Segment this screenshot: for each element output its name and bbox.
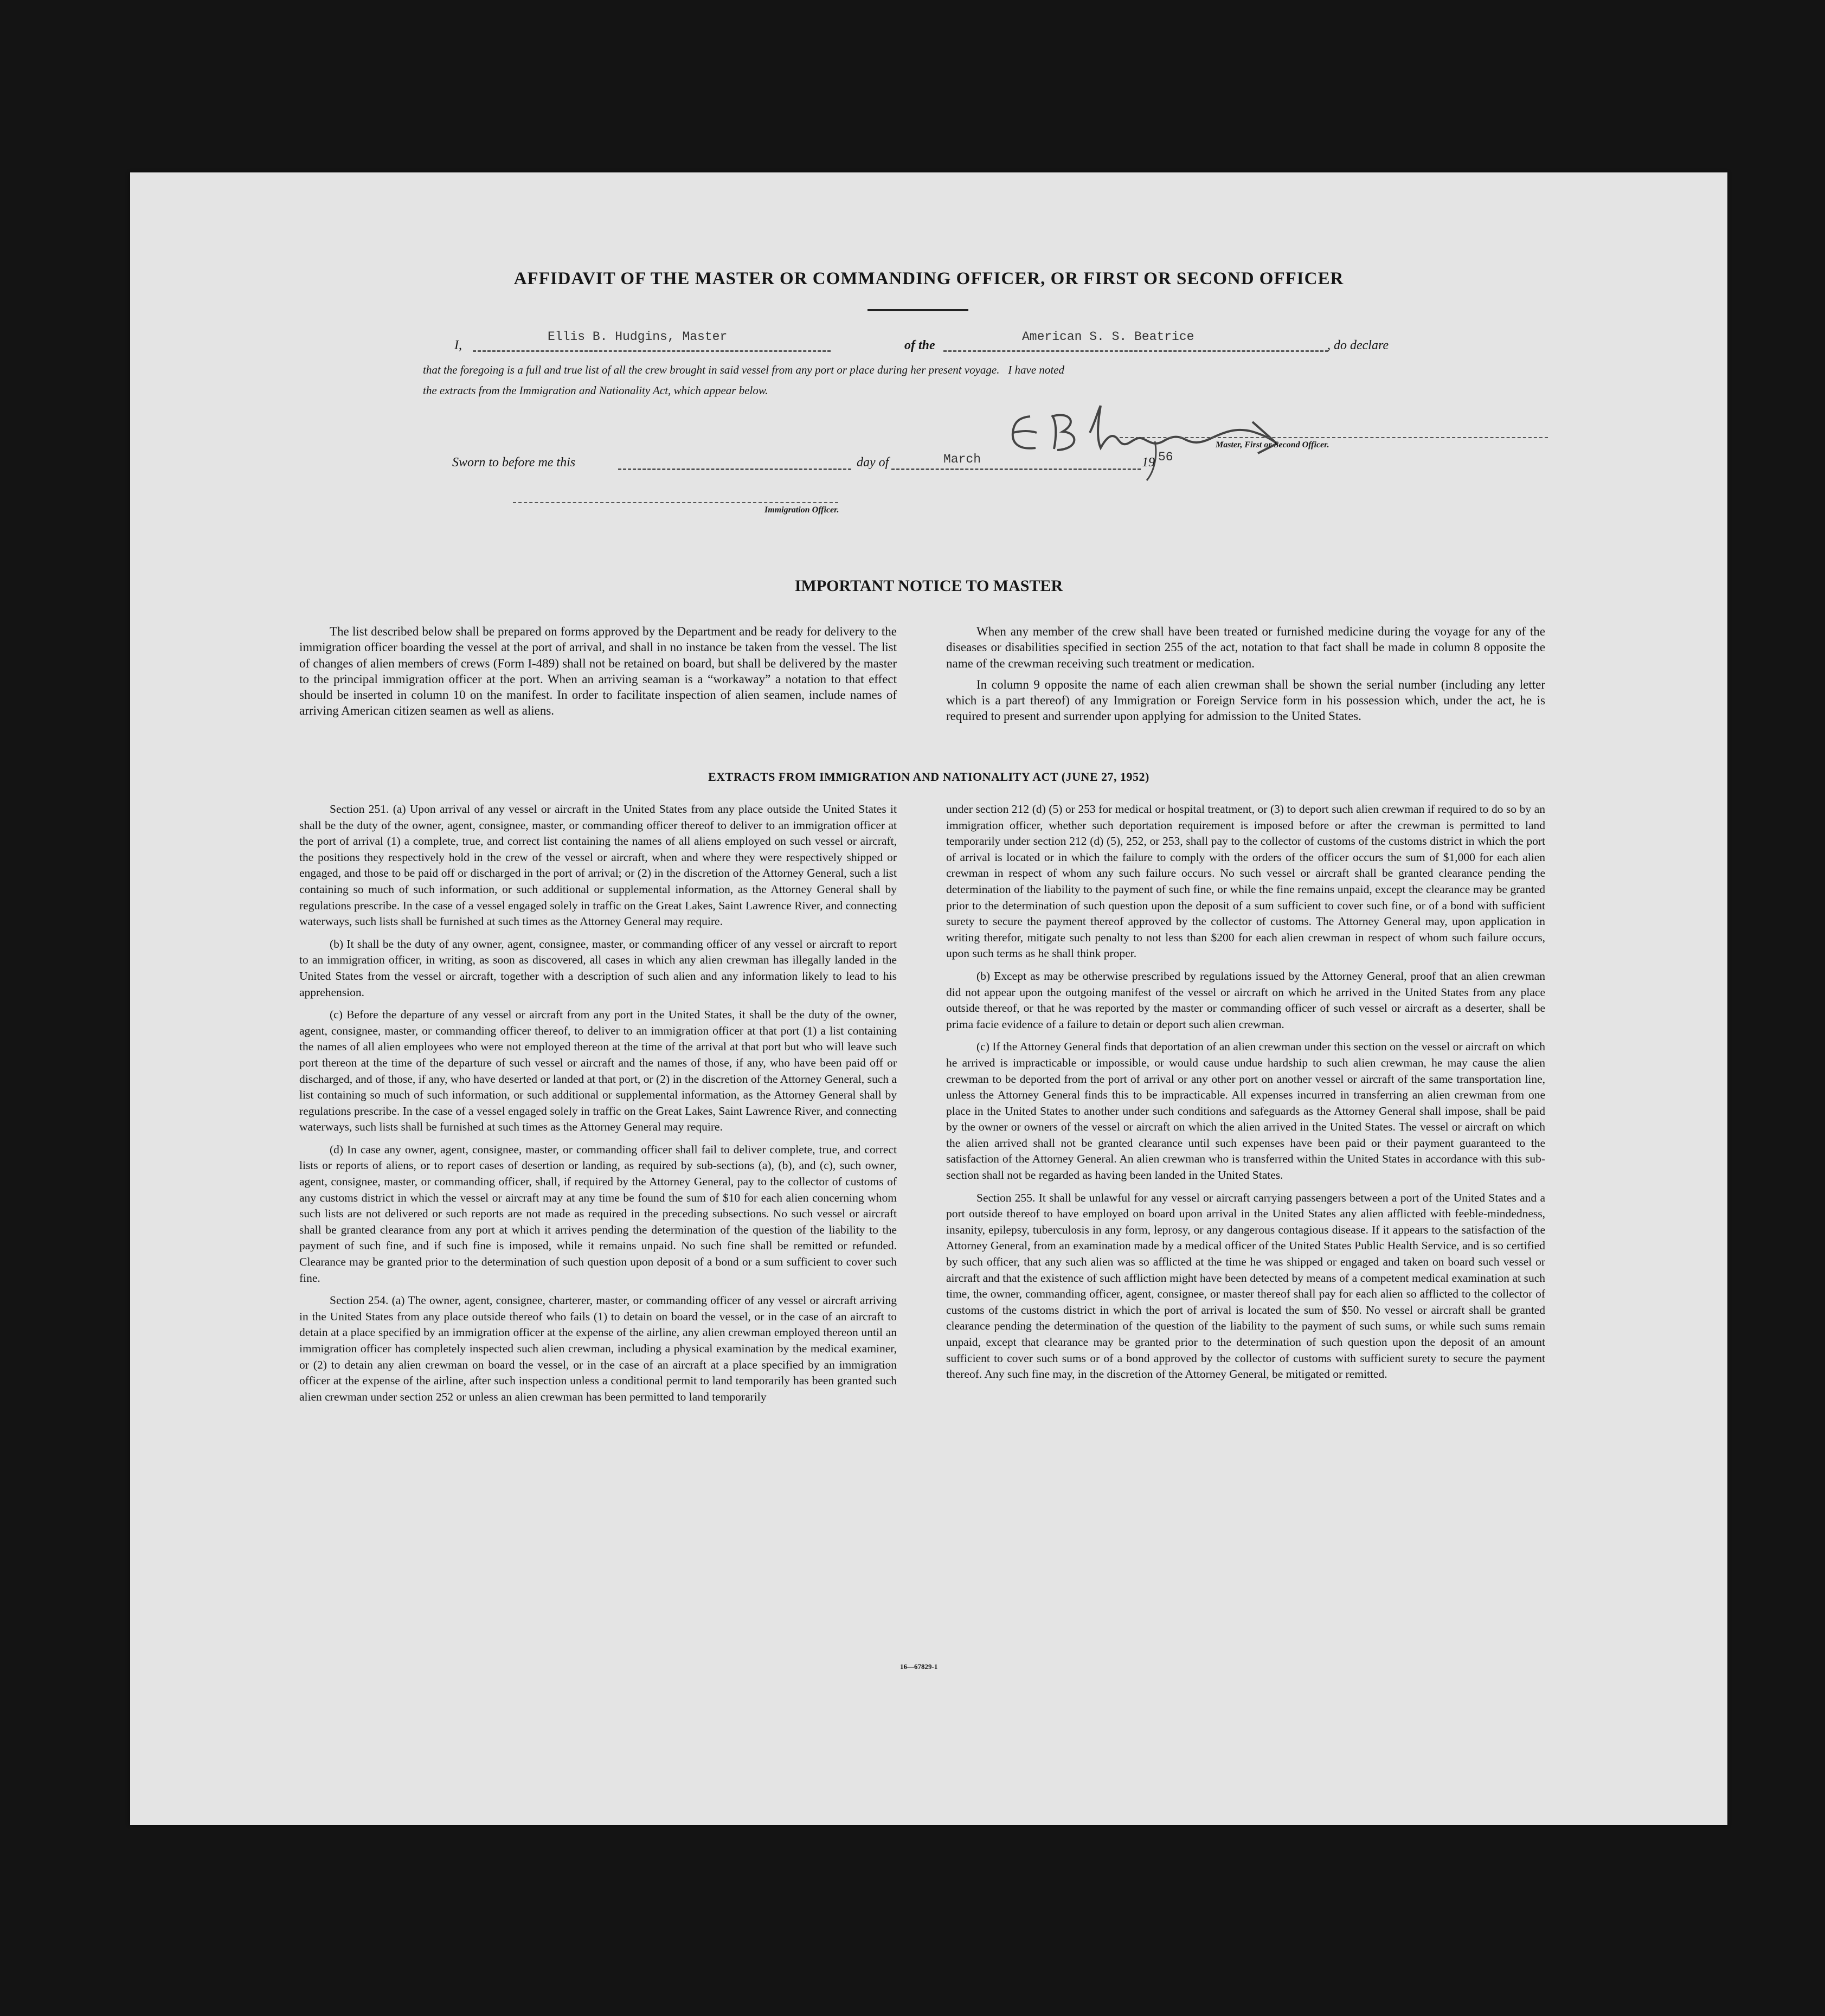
label-of-the: of the bbox=[904, 338, 935, 352]
officer-signature-line bbox=[513, 502, 838, 503]
document-page bbox=[130, 172, 1727, 1825]
extract-paragraph: (c) Before the departure of any vessel or aircraft from any port in the United States, it shall be the duty of the owner, agent, consignee, master, or commanding officer thereof, to deliver to an immigration officer at that port (1) a list containing the names of all alien employees who were not employed thereon at the time of the arrival at that port but who will leave such port thereon at the time of the departure of such vessel or aircraft and the names of those, if any, who have been paid off or discharged, and of those, if any, who have deserted or landed at that port, or (2) in the discretion of the Attorney General, such a list containing so much of such information, or such additional or supplemental information, as the Attorney General shall by regulations prescribe. In the case of a vessel engaged solely in traffic on the Great Lakes, Saint Lawrence River, and connecting waterways, such lists shall be furnished at such times as the Attorney General may require. bbox=[299, 1008, 897, 1134]
extract-paragraph: (c) If the Attorney General finds that deportation of an alien crewman under this section on the vessel or aircraft on which he arrived is impracticable or impossible, or would cause undue hardship to such alien crewman, he may cause the alien crewman to be deported from the port of arrival or any other port on another vessel or aircraft of the same transportation line, unless the Attorney General finds this to be impracticable. All expenses incurred in transferring an alien crewman from one place in the United States to another under such conditions and safeguards as the Attorney General shall impose, shall be paid by the owner or owners of the vessel or aircraft on which the alien arrived in the United States. The vessel or aircraft on which the alien arrived shall not be granted clearance until such expenses have been paid or their payment guaranteed to the satisfaction of the Attorney General. An alien crewman who is transferred within the United States in accordance with this sub-section shall not be regarded as having been landed in the United States. bbox=[946, 1040, 1545, 1182]
extract-paragraph: Section 251. (a) Upon arrival of any vessel or aircraft in the United States from any place outside the United States it shall be the duty of the owner, agent, consignee, master, or commanding officer thereof to deliver to an immigration officer at the port of arrival (1) a complete, true, and correct list containing the names of all aliens employed on such vessel or aircraft, the positions they respectively hold in the crew of the vessel or aircraft, when and where they were respectively shipped or engaged, and those to be paid off or discharged in the port of arrival; or (2) in the discretion of the Attorney General, such a list containing so much of such information, or such additional or supplemental information, as the Attorney General shall by regulations prescribe. In the case of a vessel engaged solely in traffic on the Great Lakes, Saint Lawrence River, and connecting waterways, such lists shall be furnished at such times as the Attorney General may require. bbox=[299, 802, 897, 928]
label-i: I, bbox=[454, 338, 462, 352]
title-rule bbox=[867, 309, 968, 311]
affidavit-title: AFFIDAVIT OF THE MASTER OR COMMANDING OFFICER, OR FIRST OR SECOND OFFICER bbox=[513, 269, 1344, 288]
label-sworn: Sworn to before me this bbox=[452, 455, 576, 470]
statement-line-2: the extracts from the Immigration and Nationality Act, which appear below. bbox=[423, 384, 768, 397]
notice-paragraph: When any member of the crew shall have been treated or furnished medicine during the voyage for any of the diseases or disabilities specified in section 255 of the act, notation to that fact shall be made in column 8 opposite the name of the crewman receiving such treatment or medication. bbox=[946, 625, 1545, 670]
extract-paragraph: under section 212 (d) (5) or 253 for medical or hospital treatment, or (3) to deport such alien crewman if required to do so by an immigration officer, whether such deportation requirement is imposed before or after the crewman is permitted to land temporarily under section 212 (d) (5), 252, or 253, shall pay to the collector of customs of the customs district in which the port of arrival is located or in which the failure to comply with the orders of the officer occurs the sum of $1,000 for each alien crewman in respect of whom any such failure occurs. No such vessel or aircraft shall be granted clearance pending the determination of the liability to the payment of such fine, or while the fine remains unpaid, except the clearance may be granted prior to the determination of such question upon the deposit of a sum sufficient to cover such fine, or of a bond with sufficient surety to secure the payment thereof approved by the collector of customs. The Attorney General may, upon application in writing therefor, mitigate such penalty to not less than $200 for each alien crewman in respect of whom such failure occurs, upon such terms as he shall think proper. bbox=[946, 802, 1545, 960]
sworn-day-line bbox=[618, 468, 851, 470]
notice-paragraph: In column 9 opposite the name of each alien crewman shall be shown the serial number (including any letter which is a part thereof) of any Immigration or Foreign Service form in his possession which, under the act, he is required to present and surrender upon applying for admission to the United States. bbox=[946, 677, 1545, 723]
notice-title: IMPORTANT NOTICE TO MASTER bbox=[794, 577, 1063, 595]
extracts-title: EXTRACTS FROM IMMIGRATION AND NATIONALITY ACT (JUNE 27, 1952) bbox=[708, 770, 1149, 784]
signature-caption: Master, First or Second Officer. bbox=[1216, 440, 1329, 450]
label-do-declare: , do declare bbox=[1327, 338, 1389, 352]
extract-paragraph: Section 255. It shall be unlawful for any vessel or aircraft carrying passengers between a port of the United States and a port outside thereof to have employed on board upon arrival in the United States any alien afflicted with feeble-mindedness, insanity, epilepsy, tuberculosis in any form, leprosy, or any dangerous contagious disease. If it appears to the satisfaction of the Attorney General, from an examination made by a medical officer of the United States Public Health Service, and is so certified by such officer, that any such alien was so afflicted at the time he was shipped or engaged and taken on board such vessel or aircraft and that the existence of such affliction might have been detected by means of a competent medical examination at such time, the owner, commanding officer, agent, consignee, or master thereof shall pay for each alien so afflicted to the collector of customs of the customs district in which the port of arrival is located the sum of $50. No vessel or aircraft shall be granted clearance pending the determination of the question of the liability to the payment of such sums, or while such sums remain unpaid, except that clearance may be granted prior to the determination of such question upon the deposit of an amount sufficient to cover such sums or of a bond approved by the collector of customs with sufficient surety to secure the payment thereof. Any such fine may, in the discretion of the Attorney General, be mitigated or remitted. bbox=[946, 1191, 1545, 1381]
vessel-field-line bbox=[943, 350, 1328, 352]
name-field-value: Ellis B. Hudgins, Master bbox=[548, 330, 728, 344]
vessel-field-value: American S. S. Beatrice bbox=[1022, 330, 1194, 344]
form-number: 16—67829-1 bbox=[900, 1662, 938, 1671]
officer-caption: Immigration Officer. bbox=[764, 505, 839, 515]
name-field-line bbox=[473, 350, 831, 352]
notice-paragraph: The list described below shall be prepared on forms approved by the Department and be ready for delivery to the immigration officer boarding the vessel at the port of arrival, and shall in no instance be taken from the vessel. The list of changes of alien members of crews (Form I-489) shall not be retained on board, but shall be delivered by the master to the principal immigration officer at the port. When an arriving seaman is a “workaway” a notation to that effect should be inserted in column 10 on the manifest. In order to facilitate inspection of alien seamen, include names of arriving American citizen seamen as well as aliens. bbox=[299, 625, 897, 718]
month-field-value: March bbox=[943, 452, 981, 466]
extract-paragraph: (b) Except as may be otherwise prescribed by regulations issued by the Attorney General, proof that an alien crewman did not appear upon the outgoing manifest of the vessel or aircraft on which he arrived in the United States from any place outside thereof, or that he was reported by the master or commanding officer of such vessel or aircraft as a deserter, shall be prima facie evidence of a failure to detain or deport such alien crewman. bbox=[946, 969, 1545, 1031]
month-field-line bbox=[891, 468, 1141, 470]
statement-line-1: that the foregoing is a full and true list of all the crew brought in said vessel from any port or place during her present voyage. I have noted bbox=[423, 363, 1065, 376]
handwritten-signature bbox=[998, 389, 1301, 487]
notice-left-column bbox=[299, 624, 897, 719]
extract-paragraph: (d) In case any owner, agent, consignee, master, or commanding officer shall fail to deliver complete, true, and correct lists or reports of aliens, or to report cases of desertion or landing, as required by sub-sections (a), (b), and (c), such owner, agent, consignee, master, or commanding officer, shall, if required by the Attorney General, pay to the collector of customs of any customs district in which the vessel or aircraft may at any time be found the sum of $10 for each alien concerning whom such lists are not delivered or such reports are not made as required in the preceding subsections. No such vessel or aircraft shall be granted clearance from any port at which it arrives pending the determination of the question of the liability to the payment of such fine, and if such fine is imposed, while it remains unpaid. No such fine shall be remitted or refunded. Clearance may be granted prior to the determination of such question upon deposit of a bond or a sum sufficient to cover such fine. bbox=[299, 1142, 897, 1285]
year-prefix: 19 bbox=[1142, 455, 1155, 470]
notice-right-column bbox=[946, 624, 1545, 724]
extracts-right-column bbox=[946, 801, 1545, 1383]
year-value: 56 bbox=[1158, 450, 1173, 464]
extract-paragraph: (b) It shall be the duty of any owner, agent, consignee, master, or commanding officer of any vessel or aircraft to report to an immigration officer, in writing, as soon as discovered, all cases in which any alien crewman has illegally landed in the United States from the vessel or aircraft, together with a description of such alien and any information likely to lead to his apprehension. bbox=[299, 937, 897, 999]
signature-line bbox=[1120, 437, 1548, 438]
extract-paragraph: Section 254. (a) The owner, agent, consignee, charterer, master, or commanding officer of any vessel or aircraft arriving in the United States from any place outside thereof who fails (1) to detain on board the vessel, or in the case of an aircraft to detain at a place specified by an immigration officer at the expense of the airline, any alien crewman employed thereon until an immigration officer has completely inspected such alien crewman, including a physical examination by the medical examiner, or (2) to detain any alien crewman on board the vessel, or in the case of an aircraft at a place specified by an immigration officer at the expense of the airline, after such inspection unless a conditional permit to land temporarily has been granted such alien crewman under section 252 or unless an alien crewman has been permitted to land temporarily bbox=[299, 1294, 897, 1403]
label-day-of: day of bbox=[857, 455, 889, 470]
extracts-left-column bbox=[299, 801, 897, 1405]
